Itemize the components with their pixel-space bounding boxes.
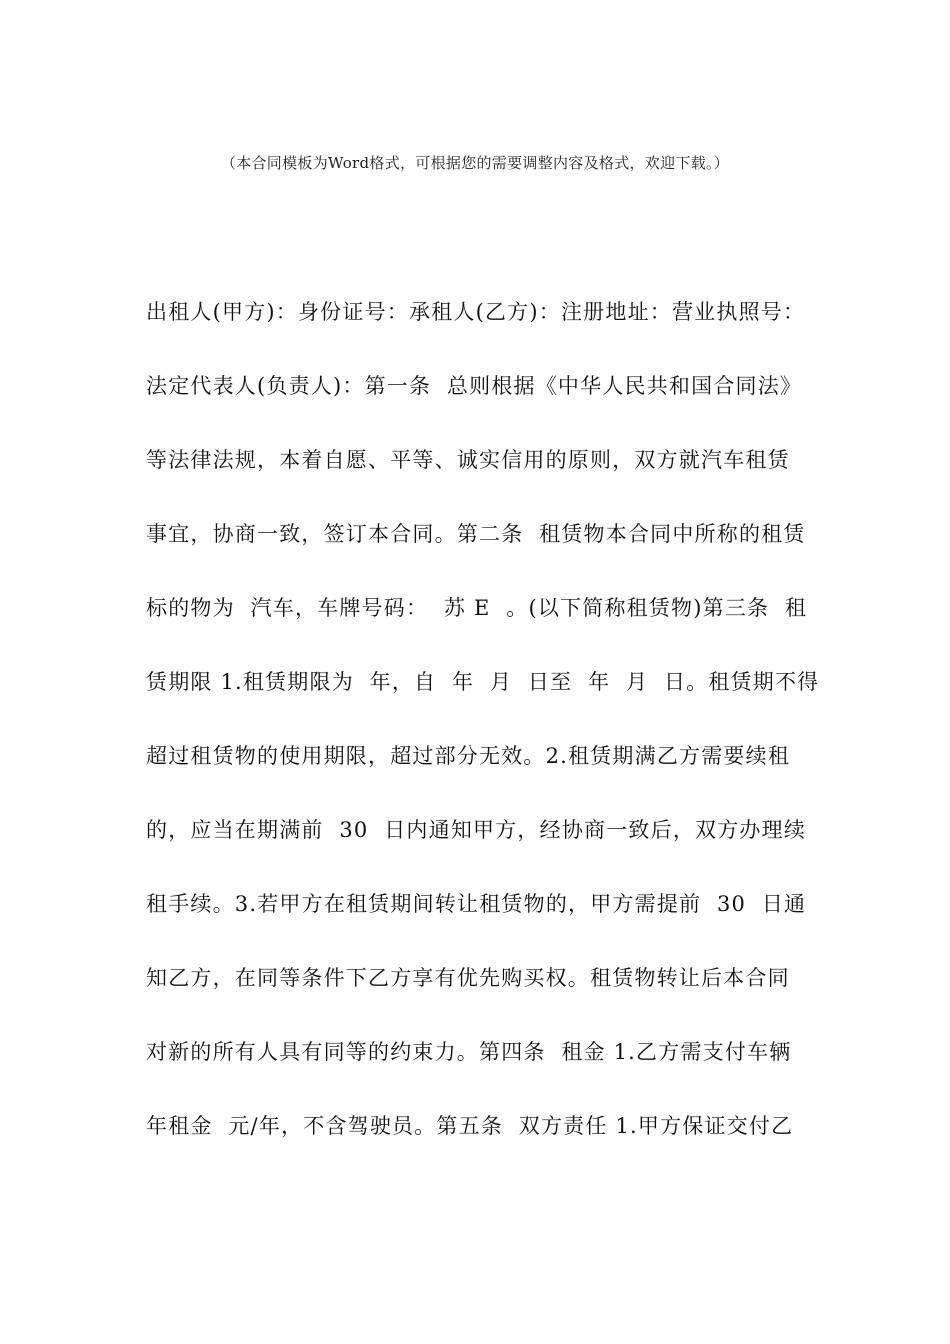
text-line: 出租人(甲方)：身份证号：承租人(乙方)：注册地址：营业执照号： (146, 300, 806, 324)
text-line: 标的物为 汽车，车牌号码： 苏 E 。(以下简称租赁物)第三条 租 (146, 596, 808, 620)
template-note: （本合同模板为Word格式，可根据您的需要调整内容及格式，欢迎下载。） (220, 154, 730, 172)
text-line: 事宜，协商一致，签订本合同。第二条 租赁物本合同中所称的租赁 (146, 522, 806, 546)
text-line: 知乙方，在同等条件下乙方享有优先购买权。租赁物转让后本合同 (146, 966, 790, 990)
text-line: 租手续。3.若甲方在租赁期间转让租赁物的，甲方需提前 30 日通 (146, 892, 807, 916)
text-line: 年租金 元/年，不含驾驶员。第五条 双方责任 1.甲方保证交付乙 (146, 1114, 794, 1138)
text-line: 赁期限 1.租赁期限为 年，自 年 月 日至 年 月 日。租赁期不得 (146, 670, 820, 694)
text-line: 的，应当在期满前 30 日内通知甲方，经协商一致后，双方办理续 (146, 818, 807, 842)
text-line: 等法律法规，本着自愿、平等、诚实信用的原则，双方就汽车租赁 (146, 448, 790, 472)
text-line: 超过租赁物的使用期限，超过部分无效。2.租赁期满乙方需要续租 (146, 744, 791, 768)
contract-body (146, 296, 826, 1184)
text-line: 对新的所有人具有同等的约束力。第四条 租金 1.乙方需支付车辆 (146, 1040, 792, 1064)
text-line: 法定代表人(负责人)：第一条 总则根据《中华人民共和国合同法》 (146, 374, 803, 398)
